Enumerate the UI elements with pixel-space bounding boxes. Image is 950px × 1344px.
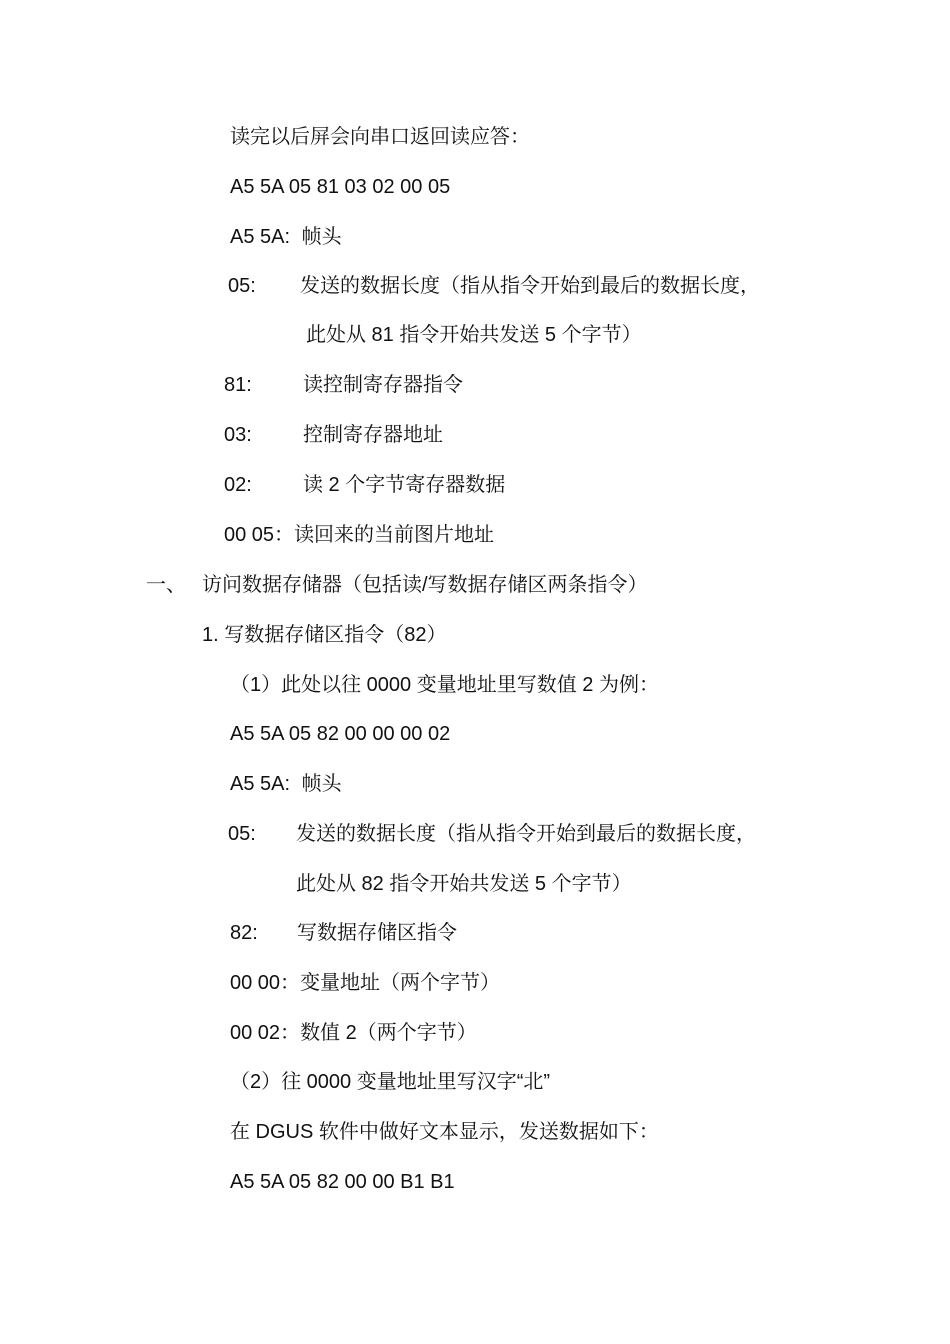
example2-hex: A5 5A 05 82 00 00 B1 B1 <box>230 1171 455 1193</box>
section-number: 一、 <box>146 574 186 596</box>
read-command-key: 81: <box>224 374 252 396</box>
write-address-value: 变量地址（两个字节） <box>300 972 501 994</box>
read-data-row <box>224 522 494 548</box>
example1-title: （1）此处以往 0000 变量地址里写数值 2 为例： <box>230 674 659 696</box>
example1-hex: A5 5A 05 82 00 00 00 02 <box>230 723 451 745</box>
write-command-key: 82: <box>230 922 258 944</box>
example2-title: （2）往 0000 变量地址里写汉字“北” <box>230 1071 551 1093</box>
write-command-value: 写数据存储区指令 <box>297 922 457 944</box>
read-length-value: 发送的数据长度（指从指令开始到最后的数据长度， <box>300 275 760 297</box>
read-address-row <box>224 422 443 448</box>
section-heading <box>146 572 648 598</box>
read-count-value: 读 2 个字节寄存器数据 <box>303 474 506 496</box>
read-data-key: 00 05： <box>224 524 295 546</box>
example2-description: 在 DGUS 软件中做好文本显示，发送数据如下： <box>230 1121 659 1143</box>
read-length-continuation: 此处从 81 指令开始共发送 5 个字节） <box>306 324 642 346</box>
read-length-row <box>228 273 760 299</box>
read-header-value: 帧头 <box>301 226 342 248</box>
read-header-row <box>230 224 342 250</box>
write-address-row <box>230 970 500 996</box>
write-command-row <box>230 920 457 946</box>
read-reply-intro: 读完以后屏会向串口返回读应答： <box>230 126 530 148</box>
write-length-continuation: 此处从 82 指令开始共发送 5 个字节） <box>296 873 632 895</box>
read-count-row <box>224 472 505 498</box>
write-value-row <box>230 1020 477 1046</box>
read-command-value: 读控制寄存器指令 <box>303 374 463 396</box>
subsection-title: 1. 写数据存储区指令（82） <box>202 624 447 646</box>
read-header-key: A5 5A: <box>230 226 291 248</box>
write-header-value: 帧头 <box>301 773 342 795</box>
read-address-key: 03: <box>224 424 252 446</box>
section-title: 访问数据存储器（包括读/写数据存储区两条指令） <box>202 574 648 596</box>
read-command-row <box>224 372 463 398</box>
write-header-row <box>230 771 342 797</box>
write-length-value: 发送的数据长度（指从指令开始到最后的数据长度， <box>296 823 756 845</box>
write-length-key: 05: <box>228 823 256 845</box>
write-header-key: A5 5A: <box>230 773 291 795</box>
write-address-key: 00 00： <box>230 972 301 994</box>
write-value-value: 数值 2（两个字节） <box>300 1022 477 1044</box>
write-value-key: 00 02： <box>230 1022 301 1044</box>
read-length-key: 05: <box>228 275 256 297</box>
read-reply-hex: A5 5A 05 81 03 02 00 05 <box>230 176 451 198</box>
read-address-value: 控制寄存器地址 <box>303 424 443 446</box>
read-count-key: 02: <box>224 474 252 496</box>
write-length-row <box>228 821 756 847</box>
read-data-value: 读回来的当前图片地址 <box>294 524 495 546</box>
